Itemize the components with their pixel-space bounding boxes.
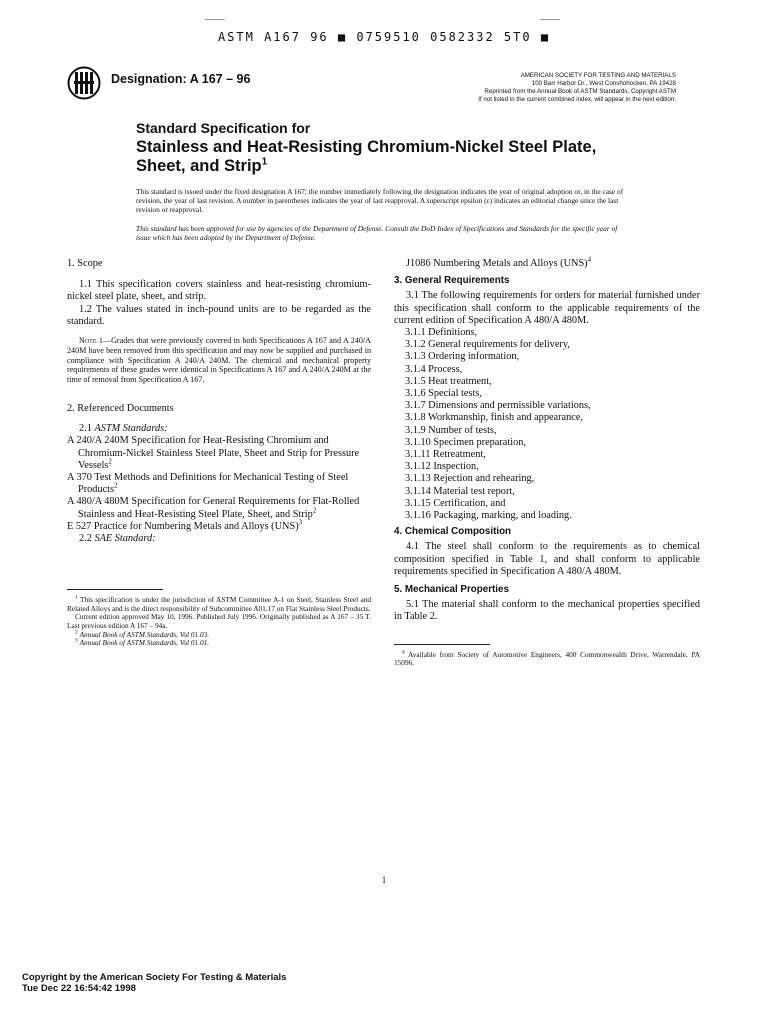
list-item: 3.1.3 Ordering information, [405, 351, 520, 363]
footnote [67, 639, 371, 648]
paragraph: 3.1 The following requirements for orders for material furnished under this specification shall conform to the applicable requirements of the current edition of Specification A 480/A 480M. [394, 290, 700, 326]
footnote-text: Annual Book of ASTM Standards, Vol 01.03. [79, 629, 210, 639]
footnote [394, 651, 700, 668]
title-line: Stainless and Heat-Resisting Chromium-Nickel Steel Plate, [136, 138, 597, 156]
footnote-text: This specification is under the jurisdiction of ASTM Committee A-1 on Steel, Stainless Steel and Related Alloys and is the direct responsibility of Subcommittee A01.17 on Flat Stainless Steel Products. [67, 595, 371, 613]
paragraph: 1.2 The values stated in inch-pound units are to be regarded as the standard. [67, 303, 371, 327]
footnote-mark: 3 [75, 637, 78, 644]
footnote-mark: 4 [402, 649, 405, 656]
paragraph: 1.1 This specification covers stainless and heat-resisting chromium-nickel steel plate, sheet, and strip. [67, 279, 371, 303]
list-item: 3.1.10 Specimen preparation, [405, 436, 526, 448]
left-column [67, 258, 371, 648]
right-column [394, 255, 701, 668]
footnote-text: Current edition approved May 10, 1996. Published July 1996. Originally published as A 167 – 35 T. Last previous edition A 167 – 94a. [67, 612, 371, 631]
paragraph [67, 423, 371, 435]
publisher-line: 100 Barr Harbor Dr., West Conshohocken, PA 19428 [531, 80, 676, 87]
reference-item [394, 255, 700, 270]
reference-item [67, 518, 371, 533]
footnote-mark: 1 [261, 156, 268, 168]
reference-item [67, 496, 371, 520]
section-heading: 2. Referenced Documents [67, 403, 174, 414]
list-item: 3.1.12 Inspection, [405, 461, 479, 473]
reference-text: A 240/A 240M Specification for Heat-Resisting Chromium and Chromium-Nickel Stainless Steel Plate, Sheet and Strip for Pressure Vessels [67, 435, 360, 471]
document-code-header: ASTM A167 96 ■ 0759510 0582332 5T0 ■ [217, 30, 551, 44]
list-item: 3.1.7 Dimensions and permissible variations, [405, 400, 591, 412]
section-heading: 4. Chemical Composition [394, 526, 512, 538]
note-text: —Grades that were previously covered in both Specifications A 167 and A 240/A 240M have been removed from this specification and may now be supplied and purchased in compliance with Specification A 240/A 240M. The chemical and mechanical property requirements of these grades were identical in Specifications A 167 and A 240/A 240M at the time of removal from Specification A 167. [67, 336, 371, 385]
list-item: 3.1.14 Material test report, [405, 485, 515, 497]
list-item: 3.1.4 Process, [405, 363, 463, 375]
footnote-mark: 2 [114, 481, 118, 490]
astm-logo-icon [67, 66, 101, 100]
copyright-footer [22, 972, 286, 994]
publisher-line: AMERICAN SOCIETY FOR TESTING AND MATERIALS [520, 72, 676, 79]
paragraph: 5.1 The material shall conform to the mechanical properties specified in Table 2. [394, 599, 700, 623]
publisher-line: If not listed in the current combined index, will appear in the next edition. [478, 96, 676, 103]
section-heading: 5. Mechanical Properties [394, 584, 509, 596]
section-heading: 1. Scope [67, 258, 103, 269]
list-item: 3.1.9 Number of tests, [405, 424, 497, 436]
list-item: 3.1.16 Packaging, marking, and loading. [405, 510, 572, 522]
note-label: Note 1 [79, 336, 103, 346]
reference-text: A 480/A 480M Specification for General Requirements for Flat-Rolled Stainless and Heat-Resisting Steel Plate, Sheet, and Strip [67, 496, 360, 520]
publisher-line: Reprinted from the Annual Book of ASTM Standards. Copyright ASTM [484, 88, 676, 95]
footnote-mark: 2 [312, 506, 317, 515]
standard-note: This standard is issued under the fixed designation A 167; the number immediately following the designation indicates the year of original adoption or, in the case of revision, the year of last revision. A number in parentheses indicates the year of last reapproval. A superscript epsilon (ε) indicates an editorial change since the last revision or reapproval. [136, 187, 624, 215]
footnote-mark: 3 [298, 518, 303, 527]
footnote-mark: 2 [108, 457, 112, 466]
page-number: 1 [381, 875, 387, 885]
footnote [67, 613, 371, 630]
list-item: 3.1.2 General requirements for delivery, [405, 339, 570, 351]
reference-item [67, 435, 371, 472]
list-item: 3.1.5 Heat treatment, [405, 375, 492, 387]
clause-number: 2.2 [79, 533, 92, 545]
dod-note: This standard has been approved for use by agencies of the Department of Defense. Consult the DoD Index of Specifications and Standards for the specific year of issue which has been adopted by the Department of Defense. [136, 224, 618, 243]
reference-text: A 370 Test Methods and Definitions for Mechanical Testing of Steel Products [67, 472, 349, 496]
title-lead: Standard Specification for [136, 120, 311, 136]
reference-item [67, 472, 371, 496]
clause-label: ASTM Standards: [94, 423, 168, 435]
scan-mark [205, 19, 225, 20]
footnote-text: Annual Book of ASTM Standards, Vol 01.01. [79, 638, 210, 648]
footnote-mark: 1 [75, 594, 78, 601]
note [67, 336, 371, 385]
list-item: 3.1.13 Rejection and rehearing, [405, 473, 535, 485]
list-item: 3.1.6 Special tests, [405, 388, 482, 400]
list-item: 3.1.15 Certification, and [405, 497, 506, 509]
designation: Designation: A 167 – 96 [111, 72, 251, 86]
footnote-mark: 2 [75, 629, 78, 636]
publisher-info [416, 72, 676, 104]
scan-mark [540, 19, 560, 20]
footnote [67, 596, 371, 613]
title-line [136, 157, 656, 176]
list-item: 3.1.1 Definitions, [405, 327, 478, 339]
title-line-text: Sheet, and Strip [136, 157, 262, 175]
section-heading: 3. General Requirements [394, 275, 510, 287]
reference-text: J1086 Numbering Metals and Alloys (UNS) [406, 258, 588, 269]
list-item: 3.1.8 Workmanship, finish and appearance, [405, 412, 583, 424]
copyright-timestamp: Tue Dec 22 16:54:42 1998 [22, 983, 136, 994]
paragraph: 4.1 The steel shall conform to the requirements as to chemical composition specified in Table 1, and shall conform to applicable requirements specified in Specification A 480/A 480M. [394, 541, 700, 577]
footnote-text: Available from Society of Automotive Engineers, 400 Commonwealth Drive, Warrendale, PA 15096. [394, 649, 701, 668]
reference-text: E 527 Practice for Numbering Metals and Alloys (UNS) [67, 520, 299, 532]
footnote-mark: 4 [587, 255, 592, 264]
clause-label: SAE Standard: [94, 533, 156, 545]
title-block [136, 120, 656, 176]
copyright-line: Copyright by the American Society For Testing & Materials [22, 972, 287, 983]
list-item: 3.1.11 Retreatment, [405, 449, 486, 461]
clause-number: 2.1 [79, 423, 92, 435]
paragraph [67, 533, 371, 545]
